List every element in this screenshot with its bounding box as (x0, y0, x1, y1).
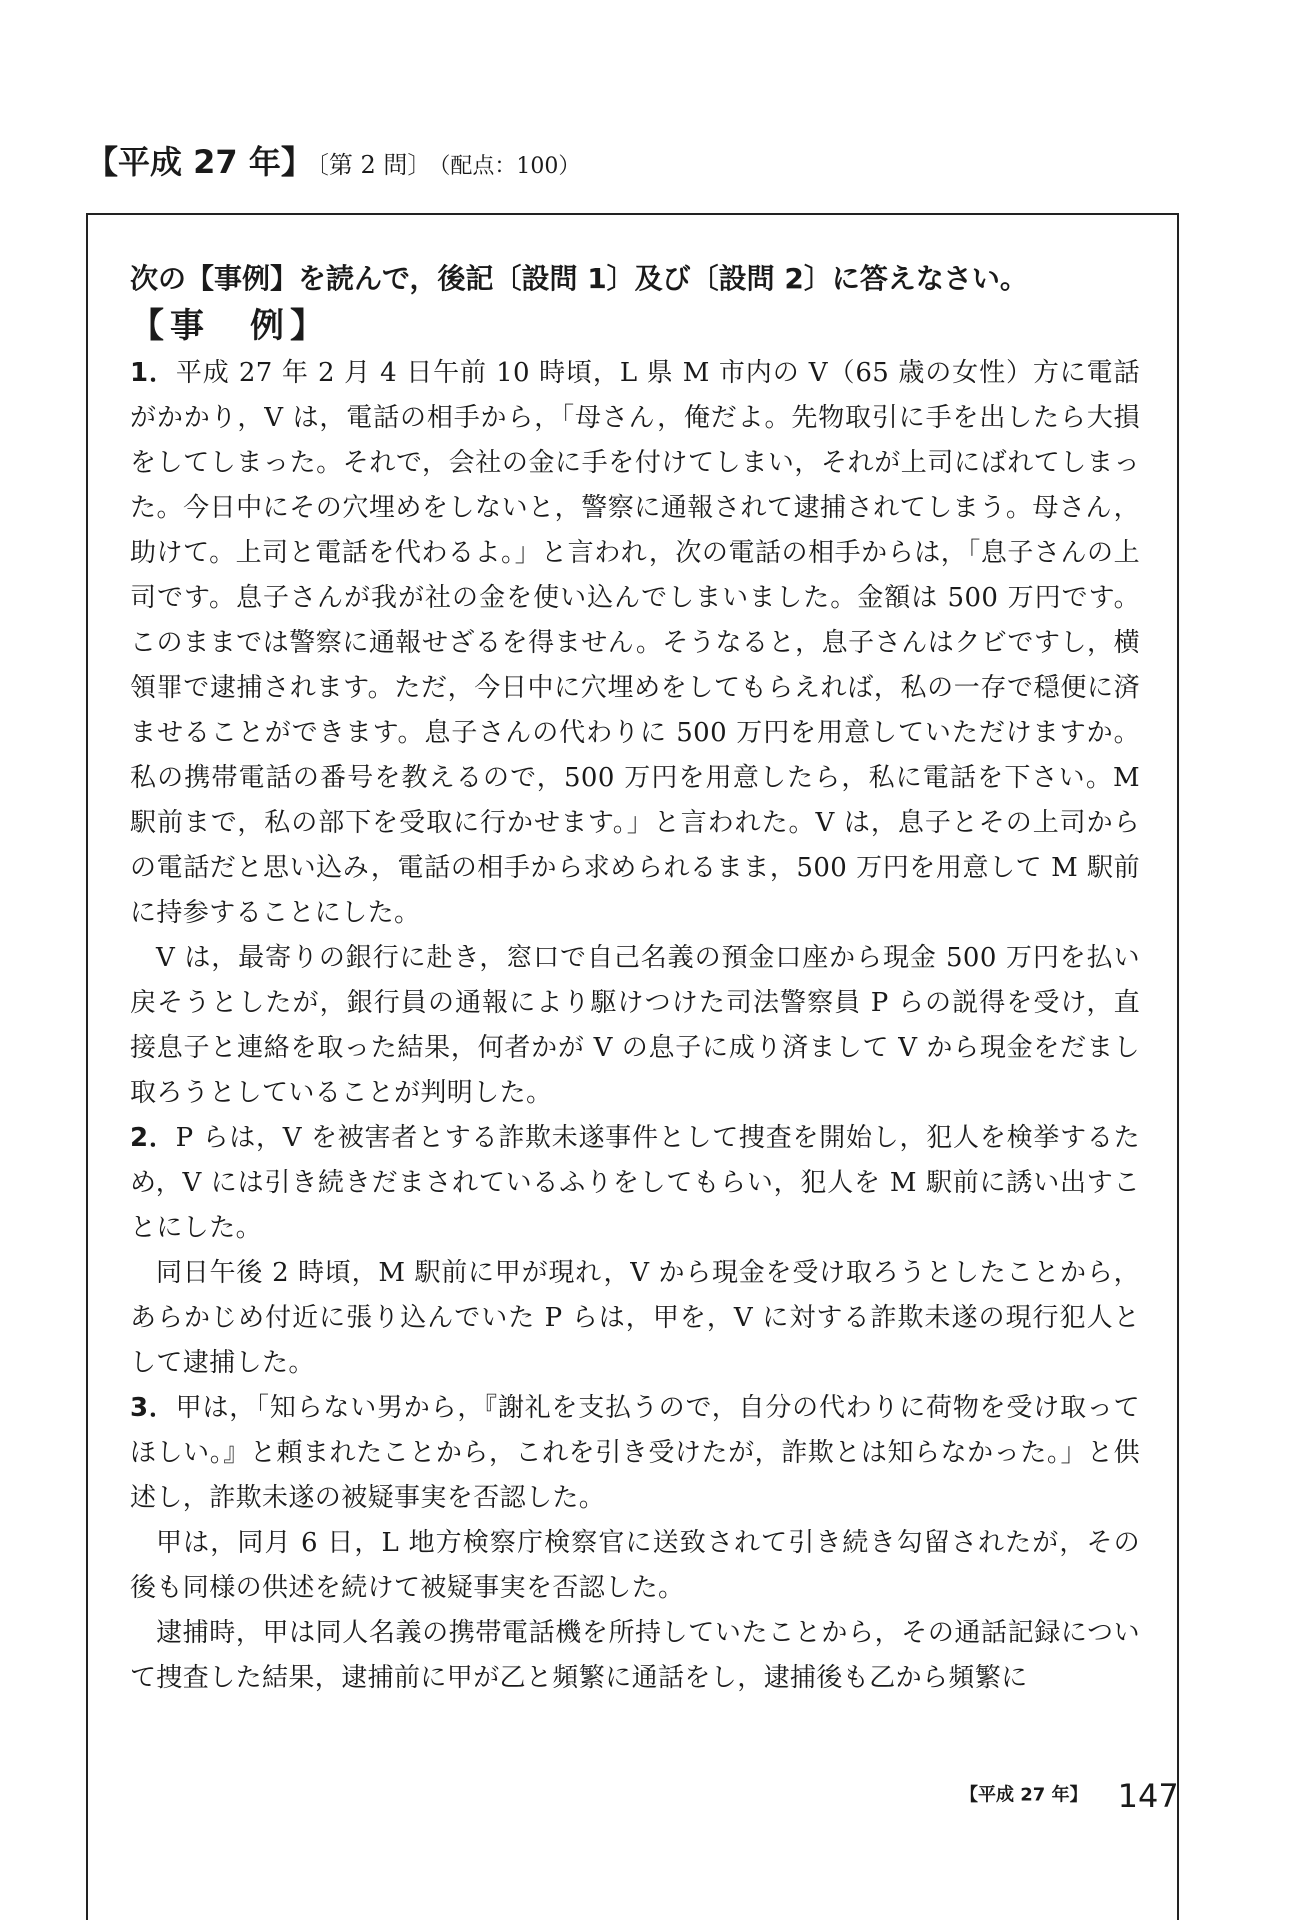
page-footer (960, 1775, 1179, 1816)
paragraph-2 (130, 936, 1140, 1116)
footer-year-tag: 【平成 27 年】 (960, 1784, 1088, 1806)
paragraph-6 (130, 1521, 1140, 1611)
year-label: 【平成 27 年】 (86, 143, 313, 181)
paragraph-7 (130, 1611, 1140, 1701)
section-heading (86, 138, 580, 192)
page-number: 147 (1117, 1776, 1179, 1815)
instruction-text: 次の【事例】を読んで，後記〔設問 1〕及び〔設問 2〕に答えなさい。 (130, 262, 1028, 295)
paragraph-text: 逮捕時，甲は同人名義の携帯電話機を所持していたことから，その通話記録について捜査した結果，逮捕前に甲が乙と頻繁に通話をし，逮捕後も乙から頻繁に (130, 1618, 1140, 1693)
paragraph-5 (130, 1386, 1140, 1521)
paragraph-text: 甲は，同月 6 日，L 地方検察庁検察官に送致されて引き続き勾留されたが，その後も同様の供述を続けて被疑事実を否認した。 (130, 1528, 1140, 1603)
paragraph-number: 2． (130, 1123, 176, 1153)
paragraph-4 (130, 1251, 1140, 1386)
paragraph-3 (130, 1116, 1140, 1251)
paragraph-text: 平成 27 年 2 月 4 日午前 10 時頃，L 県 M 市内の V（65 歳の女性）方に電話がかかり，V は，電話の相手から，「母さん，俺だよ。先物取引に手を出したら大損をしてしまった。それで，会社の金に手を付けてしまい，それが上司にばれてしまった。今日中にその穴埋めをしないと，警察に通報されて逮捕されてしまう。母さん，助けて。上司と電話を代わるよ。」と言われ，次の電話の相手からは，「息子さんの上司です。息子さんが我が社の金を使い込んでしまいました。金額は 500 万円です。このままでは警察に通報せざるを得ません。そうなると，息子さんはクビですし，横領罪で逮捕されます。ただ，今日中に穴埋めをしてもらえれば，私の一存で穏便に済ませることができます。息子さんの代わりに 500 万円を用意していただけますか。私の携帯電話の番号を教えるので，500 万円を用意したら，私に電話を下さい。M 駅前まで，私の部下を受取に行かせます。」と言われた。V は，息子とその上司からの電話だと思い込み，電話の相手から求められるまま，500 万円を用意して M 駅前に持参することにした。 (130, 358, 1140, 928)
paragraph-number: 1． (130, 358, 176, 388)
case-heading: 【事 例】 (130, 306, 330, 346)
points-label: （配点：100） (439, 154, 581, 179)
case-body (130, 351, 1140, 1701)
paragraph-text: V は，最寄りの銀行に赴き，窓口で自己名義の預金口座から現金 500 万円を払い戻そうとしたが，銀行員の通報により駆けつけた司法警察員 P らの説得を受け，直接息子と連絡を取った結果，何者かが V の息子に成り済まして V から現金をだまし取ろうとしていることが判明した。 (130, 943, 1140, 1108)
paragraph-1 (130, 351, 1140, 936)
paragraph-text: 甲は，「知らない男から，『謝礼を支払うので，自分の代わりに荷物を受け取ってほしい。』と頼まれたことから，これを引き受けたが，詐欺とは知らなかった。」と供述し，詐欺未遂の被疑事実を否認した。 (130, 1393, 1140, 1513)
paragraph-text: P らは，V を被害者とする詐欺未遂事件として捜査を開始し，犯人を検挙するため，V には引き続きだまされているふりをしてもらい，犯人を M 駅前に誘い出すことにした。 (130, 1123, 1140, 1243)
paragraph-number: 3． (130, 1393, 176, 1423)
question-number: 〔第 2 問〕 (316, 151, 432, 179)
question-content (130, 257, 1140, 1701)
paragraph-text: 同日午後 2 時頃，M 駅前に甲が現れ，V から現金を受け取ろうとしたことから，あらかじめ付近に張り込んでいた P らは，甲を，V に対する詐欺未遂の現行犯人として逮捕した。 (130, 1258, 1140, 1378)
